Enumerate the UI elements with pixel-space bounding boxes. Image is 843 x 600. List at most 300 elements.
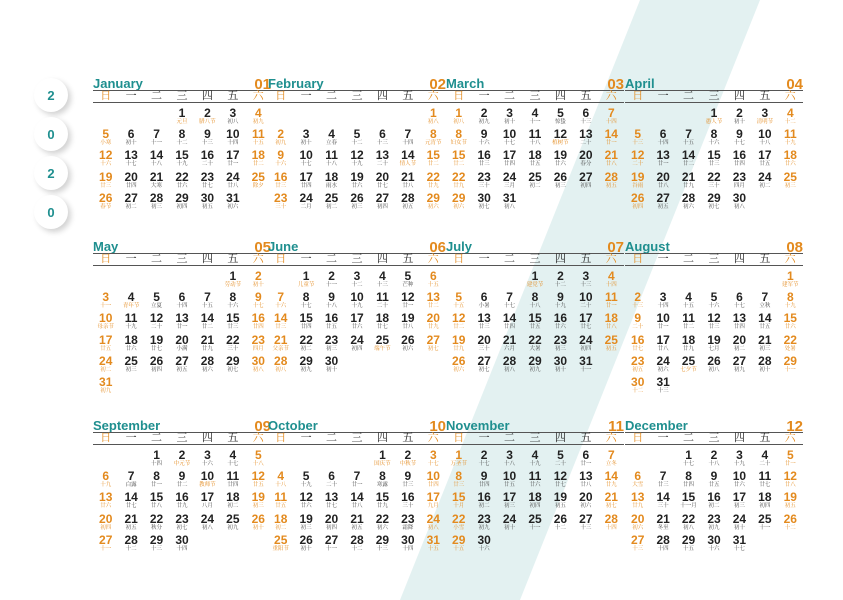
lunar-label: 十三 — [376, 140, 388, 147]
day-number: 9 — [178, 469, 186, 484]
lunar-label: 立春 — [326, 140, 338, 147]
lunar-label: 十七 — [427, 461, 439, 467]
lunar-label: 十八 — [529, 303, 541, 310]
day-cell — [395, 534, 420, 555]
lunar-label: 初三 — [300, 524, 312, 531]
day-cell — [344, 513, 369, 534]
weekday-label: 五 — [580, 89, 592, 102]
day-cell — [522, 312, 547, 333]
day-cell — [599, 470, 624, 491]
day-number: 16 — [553, 311, 568, 326]
lunar-label: 十五 — [427, 545, 439, 552]
day-number: 23 — [175, 511, 189, 526]
lunar-label: 二十 — [632, 324, 644, 331]
lunar-label: 十八 — [708, 461, 720, 467]
day-number: 27 — [732, 353, 747, 368]
day-cell — [701, 171, 726, 192]
day-number: 10 — [426, 469, 440, 484]
day-number: 1 — [229, 269, 237, 283]
lunar-label: 十七 — [733, 545, 745, 552]
day-cell — [446, 149, 471, 170]
day-number: 12 — [553, 127, 568, 142]
day-number: 29 — [226, 353, 240, 368]
lunar-label: 二月 — [300, 203, 312, 210]
weekday-label: 日 — [275, 431, 287, 444]
day-cell — [522, 149, 547, 170]
day-number: 25 — [226, 511, 240, 526]
empty-cell — [268, 107, 293, 128]
empty-cell — [625, 449, 650, 470]
day-cell — [293, 149, 318, 170]
day-number: 26 — [553, 511, 568, 526]
day-number: 6 — [429, 269, 437, 283]
lunar-label: 十一 — [529, 524, 541, 531]
day-number: 11 — [251, 127, 265, 142]
day-cell — [446, 355, 471, 376]
day-number: 27 — [375, 190, 390, 205]
day-cell — [195, 171, 220, 192]
lunar-label: 八月 — [201, 503, 213, 510]
day-cell — [293, 355, 318, 376]
lunar-label: 廿六 — [554, 324, 566, 331]
day-number: 14 — [502, 311, 517, 326]
day-cell — [778, 312, 803, 333]
day-number: 16 — [324, 311, 339, 326]
lunar-label: 廿八 — [402, 324, 414, 331]
day-number: 27 — [477, 353, 491, 368]
lunar-label: 十四 — [657, 545, 669, 552]
lunar-label: 十七 — [733, 140, 745, 147]
month-name: November — [446, 418, 510, 433]
divider — [268, 265, 446, 266]
lunar-label: 十八 — [151, 161, 163, 168]
day-cell — [497, 334, 522, 355]
weekday-label: 四 — [376, 252, 388, 265]
lunar-label: 母亲节 — [97, 324, 114, 331]
day-number: 8 — [710, 127, 718, 142]
month-name: December — [625, 418, 688, 433]
day-number: 25 — [528, 511, 542, 526]
month-number: 08 — [786, 239, 803, 256]
day-number: 6 — [102, 469, 110, 484]
day-cell — [650, 491, 675, 512]
day-cell — [195, 312, 220, 333]
lunar-label: 初四 — [580, 182, 592, 189]
lunar-label: 十八 — [504, 461, 516, 467]
day-cell — [548, 355, 573, 376]
day-number: 24 — [502, 511, 517, 526]
day-cell — [268, 534, 293, 555]
lunar-label: 十一 — [100, 303, 112, 310]
day-number: 12 — [149, 311, 164, 326]
day-number: 22 — [375, 511, 390, 526]
weekday-label: 六 — [784, 431, 796, 444]
lunar-label: 廿五 — [759, 161, 771, 168]
day-cell — [344, 192, 369, 213]
day-cell — [625, 513, 650, 534]
lunar-label: 春节 — [100, 203, 112, 210]
lunar-label: 廿一 — [227, 161, 239, 168]
lunar-label: 初八 — [427, 524, 439, 531]
empty-cell — [93, 107, 118, 128]
lunar-label: 初四 — [326, 524, 338, 531]
day-number: 19 — [401, 311, 415, 326]
lunar-label: 廿八 — [151, 503, 163, 510]
empty-cell — [471, 270, 496, 291]
day-number: 1 — [302, 269, 310, 283]
day-number: 4 — [229, 448, 237, 462]
day-cell — [220, 334, 245, 355]
weekday-label: 一 — [125, 431, 137, 444]
empty-cell — [169, 270, 194, 291]
lunar-label: 廿四 — [300, 324, 312, 331]
lunar-label: 初二 — [326, 203, 338, 210]
lunar-label: 廿八 — [784, 482, 796, 489]
day-number: 6 — [379, 127, 386, 142]
lunar-label: 廿三 — [657, 482, 669, 489]
lunar-label: 初三 — [554, 345, 566, 352]
weekday-label: 六 — [605, 89, 617, 102]
day-cell — [650, 128, 675, 149]
year-digit: 0 — [34, 117, 68, 151]
day-number: 20 — [124, 169, 138, 184]
lunar-label: 廿七 — [151, 345, 163, 352]
lunar-label: 植树节 — [552, 140, 569, 147]
year-digit: 0 — [34, 195, 68, 229]
day-cell — [752, 149, 777, 170]
day-number: 5 — [302, 469, 310, 484]
day-number: 28 — [604, 169, 618, 184]
day-number: 2 — [328, 269, 335, 283]
lunar-label: 惊蛰 — [554, 119, 566, 125]
day-number: 24 — [226, 169, 240, 184]
lunar-label: 初七 — [427, 345, 439, 352]
day-number: 27 — [124, 190, 138, 205]
lunar-label: 初五 — [176, 366, 188, 373]
lunar-label: 初五 — [402, 203, 414, 210]
lunar-label: 初八 — [504, 366, 516, 373]
day-number: 6 — [634, 469, 642, 484]
lunar-label: 十五 — [427, 282, 439, 288]
weekday-header — [625, 432, 803, 444]
weekday-header — [93, 432, 271, 444]
day-number: 11 — [682, 311, 695, 326]
month-number: 11 — [608, 418, 624, 435]
divider — [625, 265, 803, 266]
day-number: 25 — [604, 332, 618, 347]
day-number: 22 — [528, 332, 542, 347]
day-cell — [169, 513, 194, 534]
lunar-label: 初九 — [529, 366, 541, 373]
day-cell — [319, 171, 344, 192]
day-number: 13 — [324, 490, 339, 505]
day-number: 24 — [426, 511, 440, 526]
lunar-label: 初二 — [275, 524, 287, 531]
day-number: 24 — [656, 353, 670, 368]
day-number: 8 — [302, 290, 310, 305]
day-number: 19 — [707, 332, 721, 347]
day-cell — [195, 449, 220, 470]
weekday-label: 四 — [201, 89, 213, 102]
lunar-label: 初五 — [125, 524, 137, 531]
day-cell — [599, 312, 624, 333]
day-number: 2 — [480, 106, 488, 120]
day-number: 8 — [685, 469, 692, 484]
day-number: 2 — [480, 448, 488, 462]
lunar-label: 十八 — [529, 140, 541, 147]
lunar-label: 廿三 — [708, 324, 720, 331]
day-cell — [497, 491, 522, 512]
weekday-label: 日 — [632, 431, 644, 444]
day-cell — [599, 107, 624, 128]
empty-cell — [752, 270, 777, 291]
day-cell — [395, 312, 420, 333]
day-number: 14 — [274, 311, 288, 326]
lunar-label: 清明节 — [756, 119, 774, 125]
divider — [268, 102, 446, 103]
lunar-label: 初三 — [351, 203, 363, 210]
day-cell — [778, 291, 803, 312]
day-cell — [676, 149, 701, 170]
lunar-label: 建军节 — [782, 282, 799, 288]
lunar-label: 三十 — [657, 503, 669, 510]
day-cell — [701, 128, 726, 149]
day-number: 30 — [251, 353, 265, 368]
day-cell — [169, 449, 194, 470]
day-number: 11 — [528, 469, 542, 484]
lunar-label: 初九 — [252, 119, 264, 125]
lunar-label: 初二 — [529, 182, 541, 189]
day-cell — [548, 149, 573, 170]
day-number: 19 — [350, 169, 364, 184]
day-cell — [446, 449, 471, 470]
day-cell — [195, 128, 220, 149]
day-number: 7 — [204, 290, 211, 305]
weekday-label: 五 — [227, 252, 239, 265]
weekday-label: 三 — [351, 431, 363, 444]
lunar-label: 初五 — [201, 203, 213, 210]
day-number: 14 — [604, 469, 618, 484]
lunar-label: 廿六 — [554, 161, 566, 168]
day-cell — [727, 149, 752, 170]
weekday-label: 一 — [478, 252, 490, 265]
lunar-label: 初三 — [125, 366, 137, 373]
lunar-label: 儿童节 — [297, 282, 315, 288]
empty-cell — [144, 107, 169, 128]
lunar-label: 廿九 — [683, 345, 695, 352]
weekday-label: 日 — [100, 89, 112, 102]
day-number: 26 — [401, 332, 415, 347]
lunar-label: 十四 — [605, 524, 617, 531]
day-cell — [522, 128, 547, 149]
day-cell — [169, 470, 194, 491]
lunar-label: 九月 — [427, 503, 439, 510]
lunar-label: 初四 — [632, 203, 644, 210]
lunar-label: 十七 — [504, 303, 516, 310]
day-cell — [497, 470, 522, 491]
day-cell — [471, 291, 496, 312]
empty-cell — [319, 107, 344, 128]
day-number: 18 — [528, 148, 542, 163]
day-number: 6 — [582, 448, 590, 462]
weekday-label: 日 — [100, 252, 112, 265]
weekday-label: 日 — [100, 431, 112, 444]
day-cell — [548, 107, 573, 128]
lunar-label: 廿七 — [376, 182, 388, 189]
weekday-label: 一 — [478, 431, 490, 444]
day-cell — [446, 470, 471, 491]
day-cell — [344, 334, 369, 355]
day-cell — [471, 334, 496, 355]
day-cell — [293, 334, 318, 355]
day-number: 14 — [758, 311, 772, 326]
lunar-label: 三十 — [708, 182, 720, 189]
empty-cell — [676, 270, 701, 291]
day-cell — [727, 171, 752, 192]
lunar-label: 廿八 — [580, 482, 592, 489]
day-number: 23 — [274, 190, 288, 205]
weekday-label: 一 — [300, 431, 312, 444]
day-cell — [220, 291, 245, 312]
lunar-label: 廿四 — [504, 161, 516, 168]
day-number: 7 — [607, 106, 615, 120]
day-grid — [93, 270, 271, 397]
lunar-label: 十二 — [554, 524, 566, 531]
day-cell — [650, 312, 675, 333]
day-number: 10 — [758, 127, 772, 142]
day-number: 17 — [732, 490, 747, 505]
weekday-label: 六 — [605, 252, 617, 265]
empty-cell — [293, 449, 318, 470]
day-number: 7 — [153, 127, 160, 142]
day-cell — [144, 149, 169, 170]
day-cell — [778, 449, 803, 470]
day-cell — [650, 149, 675, 170]
day-number: 23 — [631, 353, 645, 368]
lunar-label: 十四 — [657, 303, 669, 310]
day-number: 29 — [299, 353, 313, 368]
day-number: 30 — [401, 532, 415, 547]
day-number: 19 — [149, 332, 164, 347]
lunar-label: 廿五 — [326, 324, 338, 331]
day-number: 14 — [200, 311, 215, 326]
day-cell — [650, 513, 675, 534]
day-number: 21 — [401, 169, 415, 184]
lunar-label: 初十 — [554, 366, 566, 373]
day-cell — [195, 192, 220, 213]
lunar-label: 三十 — [227, 345, 239, 352]
day-number: 15 — [149, 490, 164, 505]
lunar-label: 十二 — [784, 524, 796, 531]
day-number: 3 — [353, 269, 361, 283]
lunar-label: 初四 — [759, 503, 771, 510]
lunar-label: 初五 — [784, 503, 796, 510]
day-number: 12 — [299, 490, 313, 505]
lunar-label: 十一 — [784, 366, 796, 373]
day-cell — [471, 171, 496, 192]
month-name: May — [93, 239, 119, 254]
day-number: 1 — [178, 106, 186, 120]
day-number: 26 — [631, 190, 645, 205]
day-cell — [144, 534, 169, 555]
lunar-label: 十九 — [176, 161, 188, 168]
day-number: 24 — [200, 511, 215, 526]
day-number: 1 — [710, 106, 718, 120]
day-cell — [548, 491, 573, 512]
day-cell — [446, 334, 471, 355]
day-cell — [268, 470, 293, 491]
day-number: 13 — [631, 490, 645, 505]
lunar-label: 廿七 — [580, 324, 592, 331]
day-cell — [752, 291, 777, 312]
lunar-label: 十七 — [504, 140, 516, 147]
lunar-label: 十八 — [326, 161, 338, 168]
lunar-label: 二十 — [151, 324, 163, 331]
month-name: October — [268, 418, 318, 433]
day-cell — [370, 470, 395, 491]
lunar-label: 廿七 — [125, 503, 137, 510]
day-cell — [752, 470, 777, 491]
day-cell — [599, 149, 624, 170]
lunar-label: 廿七 — [759, 482, 771, 489]
month-april — [625, 76, 803, 236]
lunar-label: 廿六 — [784, 324, 796, 331]
weekday-label: 六 — [252, 252, 264, 265]
month-number: 05 — [254, 239, 271, 256]
lunar-label: 初八 — [683, 524, 695, 531]
day-cell — [293, 491, 318, 512]
lunar-label: 立秋 — [759, 303, 771, 310]
lunar-label: 廿七 — [554, 482, 566, 489]
day-number: 7 — [659, 469, 667, 484]
day-number: 2 — [277, 127, 285, 142]
day-number: 23 — [477, 511, 491, 526]
day-number: 20 — [656, 169, 670, 184]
month-january — [93, 76, 271, 236]
lunar-label: 廿九 — [605, 482, 617, 489]
day-number: 21 — [200, 332, 215, 347]
day-cell — [727, 491, 752, 512]
day-number: 19 — [99, 169, 113, 184]
day-number: 15 — [452, 148, 466, 163]
lunar-label: 廿五 — [529, 324, 541, 331]
lunar-label: 十五 — [252, 140, 264, 147]
day-cell — [676, 312, 701, 333]
empty-cell — [93, 270, 118, 291]
day-cell — [497, 449, 522, 470]
day-number: 15 — [452, 490, 466, 505]
day-number: 23 — [553, 332, 568, 347]
day-number: 24 — [732, 511, 747, 526]
day-number: 23 — [732, 169, 747, 184]
day-cell — [650, 334, 675, 355]
day-cell — [421, 107, 446, 128]
lunar-label: 谷雨 — [632, 182, 644, 189]
lunar-label: 大暑 — [529, 345, 541, 352]
weekday-header — [268, 90, 446, 102]
day-cell — [319, 291, 344, 312]
weekday-label: 三 — [176, 431, 188, 444]
month-number: 02 — [429, 76, 446, 93]
lunar-label: 廿八 — [351, 503, 363, 510]
lunar-label: 廿七 — [201, 182, 213, 189]
day-cell — [573, 107, 598, 128]
day-cell — [93, 491, 118, 512]
day-cell — [727, 470, 752, 491]
day-cell — [650, 470, 675, 491]
weekday-label: 一 — [125, 252, 137, 265]
lunar-label: 十六 — [227, 303, 239, 310]
